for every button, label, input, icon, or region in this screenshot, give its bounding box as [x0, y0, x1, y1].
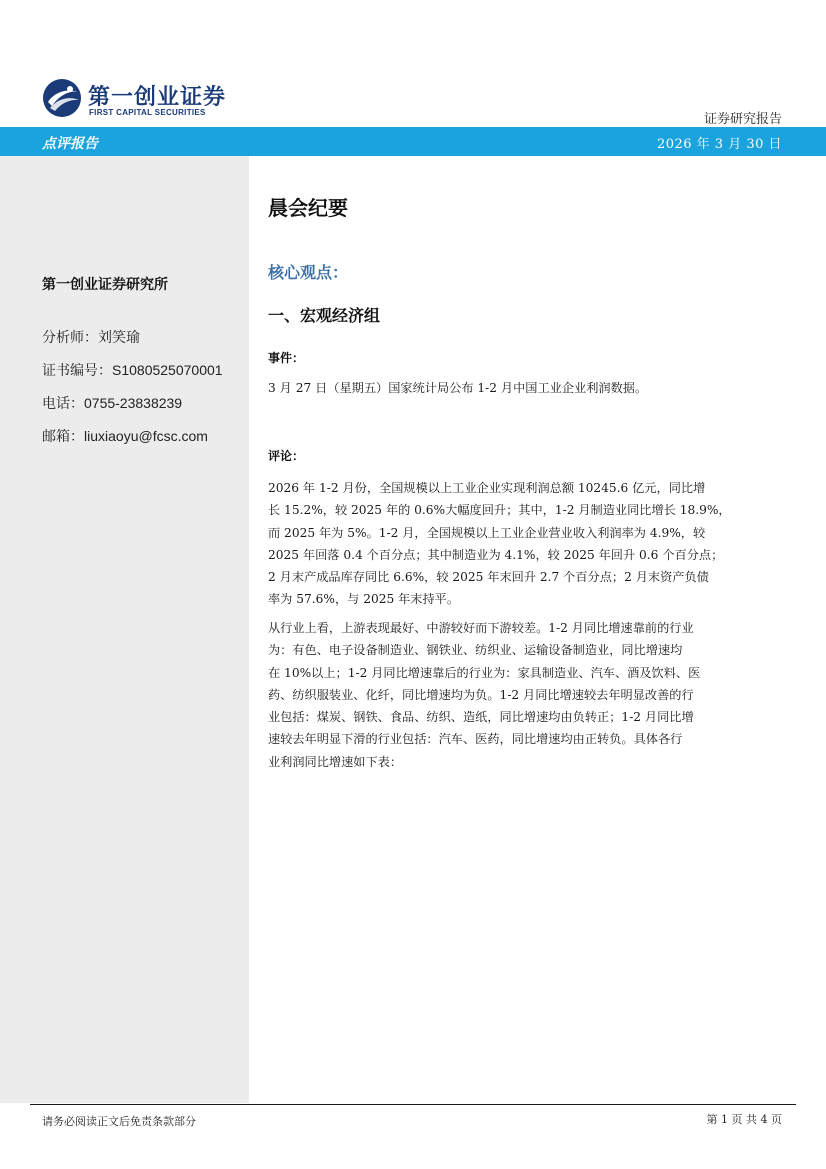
globe-logo-icon: [42, 78, 82, 118]
footer-divider: [30, 1104, 796, 1105]
comment-label: 评论：: [268, 449, 305, 463]
comment-paragraph-1: [268, 477, 782, 611]
document-type: 证券研究报告: [703, 112, 782, 127]
core-view-heading: 核心观点：: [268, 263, 349, 282]
event-paragraph: 3 月 27 日（星期五）国家统计局公布 1-2 月中国工业企业利润数据。: [268, 381, 648, 395]
company-logo: [42, 78, 242, 122]
comment-p2-line: 药、纺织服装业、化纤，同比增速均为负。1-2 月同比增速较去年明显改善的行: [268, 687, 694, 702]
comment-p1-line: 2025 年回落 0.4 个百分点；其中制造业为 4.1%，较 2025 年回升 0.6 个百分点；: [268, 547, 724, 562]
page-title: 晨会纪要: [268, 196, 348, 220]
report-date: 2026 年 3 月 30 日: [656, 137, 782, 152]
section-heading-macro: 一、宏观经济组: [268, 306, 381, 325]
analyst-label: 分析师：: [42, 330, 98, 346]
phone-number: 0755-23838239: [84, 395, 183, 411]
comment-p2-line: 从行业上看，上游表现最好、中游较好而下游较差。1-2 月同比增速靠前的行业: [268, 621, 694, 635]
email-line: [42, 426, 208, 446]
comment-p2-line: 在 10%以上；1-2 月同比增速靠后的行业为：家具制造业、汽车、酒及饮料、医: [268, 665, 701, 680]
page-number: 第 1 页 共 4 页: [706, 1113, 782, 1126]
analyst-line: [42, 327, 140, 347]
certificate-line: [42, 360, 223, 380]
footer-disclaimer: 请务必阅读正文后免责条款部分: [42, 1115, 196, 1128]
phone-line: [42, 393, 182, 413]
sidebar-panel: [0, 156, 249, 1103]
comment-p1-line: 2 月末产成品库存同比 6.6%，较 2025 年末回升 2.7 个百分点；2 月末资产负债: [268, 570, 709, 585]
event-label: 事件：: [268, 351, 305, 365]
comment-p2-line: 速较去年明显下滑的行业包括：汽车、医药，同比增速均由正转负。具体各行: [268, 732, 683, 747]
comment-p1-line: 而 2025 年为 5%。1-2 月，全国规模以上工业企业营业收入利润率为 4.9%，较: [268, 525, 706, 540]
comment-paragraph-2: [268, 617, 782, 773]
comment-p1-line: 率为 57.6%，与 2025 年末持平。: [268, 592, 460, 607]
research-institute: 第一创业证券研究所: [42, 277, 168, 293]
certificate-label: 证书编号：: [42, 363, 112, 379]
email-link[interactable]: liuxiaoyu@fcsc.com: [84, 428, 208, 444]
phone-label: 电话：: [42, 396, 84, 412]
analyst-name: 刘笑瑜: [98, 330, 140, 346]
logo-chinese-name: 第一创业证券: [88, 85, 227, 110]
logo-english-name: FIRST CAPITAL SECURITIES: [89, 108, 206, 117]
comment-p1-line: 长 15.2%，较 2025 年的 0.6%大幅度回升；其中，1-2 月制造业同比增长 18.9%，: [268, 503, 731, 518]
certificate-number: S1080525070001: [112, 362, 223, 378]
comment-p2-line: 为：有色、电子设备制造业、钢铁业、纺织业、运输设备制造业，同比增速均: [268, 643, 683, 658]
email-label: 邮箱：: [42, 429, 84, 445]
report-category: 点评报告: [42, 136, 98, 152]
comment-p1-line: 2026 年 1-2 月份，全国规模以上工业企业实现利润总额 10245.6 亿元，同比增: [268, 481, 706, 495]
comment-p2-line: 业包括：煤炭、钢铁、食品、纺织、造纸，同比增速均由负转正；1-2 月同比增: [268, 710, 694, 725]
comment-p2-line: 业利润同比增速如下表：: [268, 754, 403, 769]
report-banner: [0, 127, 826, 156]
